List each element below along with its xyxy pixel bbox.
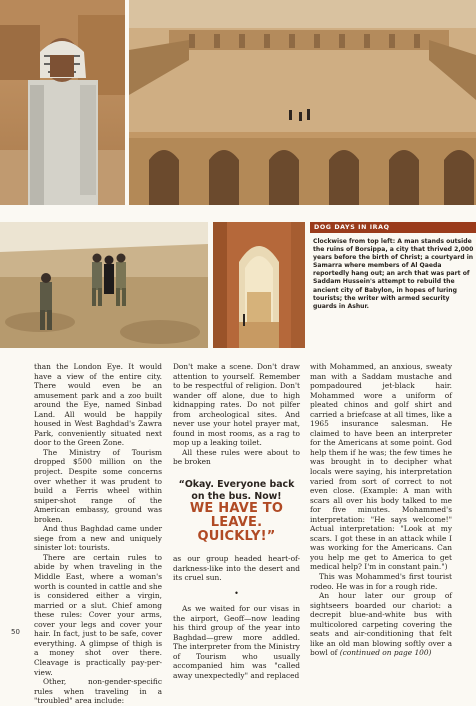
paragraph — [310, 591, 452, 658]
article-column-1 — [34, 362, 162, 706]
paragraph: Other, non-gender-specific rules when traveling in a "troubled" area include: — [34, 677, 162, 706]
samarra-courtyard-photo — [129, 0, 476, 205]
babylon-arch-photo — [213, 222, 305, 348]
caption-text: Clockwise from top left: A man stands outside the ruins of Borsippa, a city that thrived 2,000 years before the birth of Christ; a courtyard in Samarra where members of Al Qaeda reportedly hang out; an arch that was part of Saddam Hussein's attempt to rebuild the ancient city of Babylon, in hopes of luring tourists; the writer with armed security guards in Ashur. — [313, 238, 474, 310]
paragraph: The Ministry of Tourism dropped $500 million on the project. Despite some concerns over whether it was prudent to build a Ferris wheel within sniper-shot range of the American embassy, ground was broken. — [34, 447, 162, 524]
man-in-keffiyeh-photo — [0, 0, 125, 205]
pull-quote-line-1: “Okay. Everyone back on the bus. Now! — [178, 479, 295, 502]
article-column-3 — [310, 362, 452, 658]
paragraph: Don't make a scene. Don't draw attention to yourself. Remember to be respectful of religion. Don't wander off alone, due to high kidnapping rates. Do not pilfer from archeological sites. And never use your hotel prayer mat, found in most rooms, as a rag to mop up a leaking toilet. — [173, 362, 300, 448]
page-number: 50 — [11, 628, 20, 636]
paragraph-text: An hour later our group of sightseers boarded our chariot: a decrepit blue-and-white bus with multicolored carpeting covering the seats and air-conditioning that felt like an old man blowing softly over a bowl of — [310, 591, 452, 658]
paragraph: And thus Baghdad came under siege from a new and uniquely sinister lot: tourists. — [34, 524, 162, 553]
paragraph: All these rules were about to be broken — [173, 447, 300, 467]
paragraph: with Mohammed, an anxious, sweaty man with a Saddam mustache and pompadoured jet-black hair. Mohammed wore a uniform of pleated chinos and golf shirt and carried a briefcase at all times, like a 1965 insurance salesman. He claimed to have been an interpreter for the Americans at some point. God help them if he was; the few times he was brought in to decipher what locals were saying, his interpretation varied from sort of correct to not even close. (Example: A man with scars all over his body talked to me for five minutes. Mohammed's interpretation: "He says welcome!" Actual interpretation: "Look at my scars. I got these in an attack while I was working for the Americans. Can you help me get to America to get medical help? I'm in constant pain.") — [310, 362, 452, 572]
section-divider: • — [234, 588, 239, 598]
paragraph: than the London Eye. It would have a view of the entire city. There would even be an amusement park and a zoo built around the Eye, named Sinbad Land. All would be happily housed in West Baghdad's Zawra Park, conveniently situated next door to the Green Zone. — [34, 362, 162, 448]
pull-quote-line-2: WE HAVE TO LEAVE. QUICKLY!” — [189, 501, 284, 545]
continued-note: (continued on page 100) — [339, 648, 432, 658]
photo-caption — [310, 222, 476, 348]
paragraph: as our group headed heart-of-darkness-like into the desert and its cruel sun. — [173, 554, 300, 583]
paragraph: There are certain rules to abide by when traveling in the Middle East, where a woman's worth is counted in cattle and she is considered either a virgin, married or a slut. Chief among these rules: Cover your arms, cover your legs and cover your hair. In fact, just to be safe, cover everything. A glimpse of thigh is a money shot over there. Cleavage is practically pay-per-view. — [34, 552, 162, 677]
article-column-2 — [173, 362, 300, 681]
caption-section-tag: DOG DAYS IN IRAQ — [310, 222, 476, 233]
paragraph: This was Mohammed's first tourist rodeo. He was in for a rough ride. — [310, 572, 452, 591]
guards-at-borsippa-photo — [0, 222, 208, 348]
pull-quote — [173, 479, 300, 544]
paragraph: As we waited for our visas in the airport, Geoff—now leading his third group of the year into Baghdad—grew more addled. The interpreter from the Ministry of Tourism who usually accompanied him was "called away unexpectedly" and replaced — [173, 604, 300, 681]
